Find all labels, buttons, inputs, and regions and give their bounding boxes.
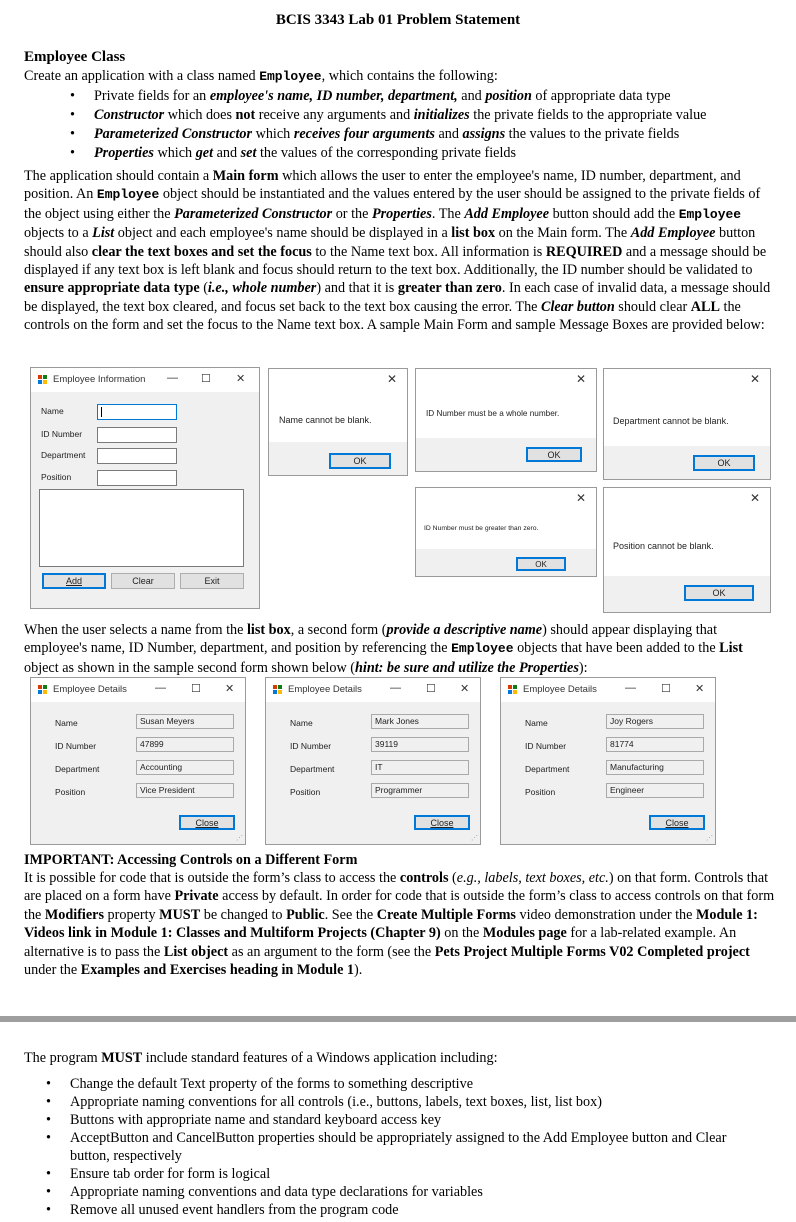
standards-item: • Appropriate naming conventions for all controls (i.e., buttons, labels, text boxes, list, list box) [46, 1094, 602, 1110]
message-box [415, 487, 597, 577]
section-intro [24, 67, 776, 86]
name-label: Name [41, 406, 64, 416]
close-button[interactable]: Close [649, 815, 705, 830]
id-number-label: ID Number [290, 741, 332, 751]
name-label: Name [525, 718, 548, 728]
standards-item: • Buttons with appropriate name and standard keyboard access key [46, 1112, 442, 1128]
title-bar [31, 678, 245, 702]
department-value: Accounting [136, 760, 234, 775]
resize-grip-icon[interactable]: ⋰ [471, 835, 478, 842]
close-icon[interactable]: ✕ [225, 683, 235, 695]
standards-item: • Appropriate naming conventions and data type declarations for variables [46, 1184, 483, 1200]
bullet-item: • Properties which get and set the values of the corresponding private fields [70, 145, 517, 161]
maximize-icon[interactable]: ☐ [191, 683, 201, 695]
close-icon[interactable]: ✕ [749, 491, 760, 505]
position-value: Engineer [606, 783, 704, 798]
close-icon[interactable]: ✕ [575, 491, 586, 505]
message-text: ID Number must be a whole number. [426, 409, 560, 418]
message-text: Position cannot be blank. [613, 541, 714, 551]
exit-button[interactable]: Exit [180, 573, 244, 589]
maximize-icon[interactable]: ☐ [661, 683, 671, 695]
form-icon [37, 684, 49, 696]
ok-button[interactable]: OK [684, 585, 754, 601]
bullet-item: • Private fields for an employee's name, ID number, department, and position of appropriate data type [70, 88, 671, 104]
employee-details-window [265, 677, 481, 845]
id-number-value: 39119 [371, 737, 469, 752]
message-text: Department cannot be blank. [613, 416, 729, 426]
second-form-paragraph: When the user selects a name from the list box, a second form (provide a descriptive name) should appear displaying that employee's name, ID Number, department, and position by referencing the Employee objects that have been added to the List object as shown in the sample second form shown below (hint: be sure and utilize the Properties): [24, 622, 743, 676]
department-input[interactable] [97, 448, 177, 464]
intro-text: Create an application with a class named [24, 68, 260, 84]
name-input[interactable] [97, 404, 177, 420]
minimize-icon[interactable]: — [625, 682, 636, 694]
maximize-icon[interactable]: ☐ [201, 373, 211, 385]
message-box [268, 368, 408, 476]
department-label: Department [55, 764, 100, 774]
id-number-value: 47899 [136, 737, 234, 752]
bullet-item: • Constructor which does not receive any arguments and initializes the private fields to the appropriate value [70, 107, 707, 123]
window-title: Employee Details [288, 684, 362, 695]
standards-item: • Change the default Text property of the forms to something descriptive [46, 1076, 473, 1092]
position-value: Programmer [371, 783, 469, 798]
minimize-icon[interactable]: — [167, 372, 178, 384]
minimize-icon[interactable]: — [155, 682, 166, 694]
position-label: Position [41, 472, 72, 482]
important-heading: IMPORTANT: Accessing Controls on a Different Form [24, 852, 358, 868]
maximize-icon[interactable]: ☐ [426, 683, 436, 695]
close-icon[interactable]: ✕ [236, 373, 246, 385]
position-value: Vice President [136, 783, 234, 798]
position-input[interactable] [97, 470, 177, 486]
close-icon[interactable]: ✕ [749, 372, 760, 386]
window-title: Employee Information [53, 374, 146, 385]
standards-intro: The program MUST include standard features of a Windows application including: [24, 1050, 498, 1066]
id-number-input[interactable] [97, 427, 177, 443]
name-value: Joy Rogers [606, 714, 704, 729]
standards-item: • AcceptButton and CancelButton properties should be appropriately assigned to the Add Employee button and Clear button, respectively [46, 1130, 727, 1165]
close-icon[interactable]: ✕ [695, 683, 705, 695]
department-label: Department [525, 764, 570, 774]
close-button[interactable]: Close [414, 815, 470, 830]
form-icon [272, 684, 284, 696]
position-label: Position [525, 787, 556, 797]
page-title: BCIS 3343 Lab 01 Problem Statement [275, 12, 521, 28]
id-number-label: ID Number [41, 429, 83, 439]
title-bar [31, 368, 259, 392]
form-icon [507, 684, 519, 696]
id-number-label: ID Number [55, 741, 97, 751]
message-box [415, 368, 597, 472]
name-label: Name [290, 718, 313, 728]
ok-button[interactable]: OK [693, 455, 755, 471]
message-box [603, 487, 771, 613]
requirements-paragraph: The application should contain a Main form which allows the user to enter the employee's name, ID number, department, and position. An Employee object should be instantiated and the values entered by the user should be assigned to the private fields of the object using either the Parameterized Constructor or the Properties. The Add Employee button should add the Employee objects to a List object and each employee's name should be displayed in a list box on the Main form. The Add Employee button should also clear the text boxes and set the focus to the Name text box. All information is REQUIRED and a message should be displayed if any text box is left blank and focus should return to the text box. Additionally, the ID number should be validated to ensure appropriate data type (i.e., whole number) and that it is greater than zero. In each case of invalid data, a message should be displayed, the text box cleared, and focus set back to the text box causing the error. The Clear button should clear ALL the controls on the form and set the focus to the Name text box. A sample Main Form and sample Message Boxes are provided below: [24, 168, 771, 334]
message-text: Name cannot be blank. [279, 415, 372, 425]
message-box [603, 368, 771, 480]
resize-grip-icon[interactable]: ⋰ [236, 835, 243, 842]
employee-details-window [30, 677, 246, 845]
add-button[interactable]: Add [42, 573, 106, 589]
name-label: Name [55, 718, 78, 728]
class-name: Employee [259, 69, 322, 84]
title-bar [266, 678, 480, 702]
clear-button[interactable]: Clear [111, 573, 175, 589]
employee-details-window [500, 677, 716, 845]
department-value: Manufacturing [606, 760, 704, 775]
bullet-item: • Parameterized Constructor which receives four arguments and assigns the values to the private fields [70, 126, 680, 142]
important-paragraph: It is possible for code that is outside the form’s class to access the controls (e.g., labels, text boxes, etc.) on that form. Controls that are placed on a form have Private access by default. In order for code that is outside the form’s class to access controls on that form the Modifiers property MUST be changed to Public. See the Create Multiple Forms video demonstration under the Module 1: Videos link in Module 1: Classes and Multiform Projects (Chapter 9) on the Modules page for a lab-related example. An alternative is to pass the List object as an argument to the form (see the Pets Project Multiple Forms V02 Completed project under the Examples and Exercises heading in Module 1). [24, 870, 775, 979]
ok-button[interactable]: OK [516, 557, 566, 571]
intro-text: , which contains the following: [321, 68, 498, 84]
position-label: Position [55, 787, 86, 797]
form-icon [37, 374, 49, 386]
window-title: Employee Details [523, 684, 597, 695]
standards-item: • Ensure tab order for form is logical [46, 1166, 271, 1182]
minimize-icon[interactable]: — [390, 682, 401, 694]
section-divider [0, 1016, 796, 1022]
employee-information-window [30, 367, 260, 609]
close-icon[interactable]: ✕ [460, 683, 470, 695]
close-icon[interactable]: ✕ [575, 372, 586, 386]
close-icon[interactable]: ✕ [386, 372, 397, 386]
department-value: IT [371, 760, 469, 775]
id-number-value: 81774 [606, 737, 704, 752]
employee-list-box[interactable] [39, 489, 244, 567]
window-title: Employee Details [53, 684, 127, 695]
department-label: Department [41, 450, 86, 460]
title-bar [501, 678, 715, 702]
ok-button[interactable]: OK [329, 453, 391, 469]
resize-grip-icon[interactable]: ⋰ [706, 835, 713, 842]
ok-button[interactable]: OK [526, 447, 582, 462]
message-text: ID Number must be greater than zero. [424, 525, 539, 532]
message-footer [416, 549, 596, 576]
id-number-label: ID Number [525, 741, 567, 751]
standards-item: • Remove all unused event handlers from the program code [46, 1202, 399, 1218]
section-heading: Employee Class [24, 49, 126, 65]
close-button[interactable]: Close [179, 815, 235, 830]
name-value: Susan Meyers [136, 714, 234, 729]
name-value: Mark Jones [371, 714, 469, 729]
department-label: Department [290, 764, 335, 774]
position-label: Position [290, 787, 321, 797]
